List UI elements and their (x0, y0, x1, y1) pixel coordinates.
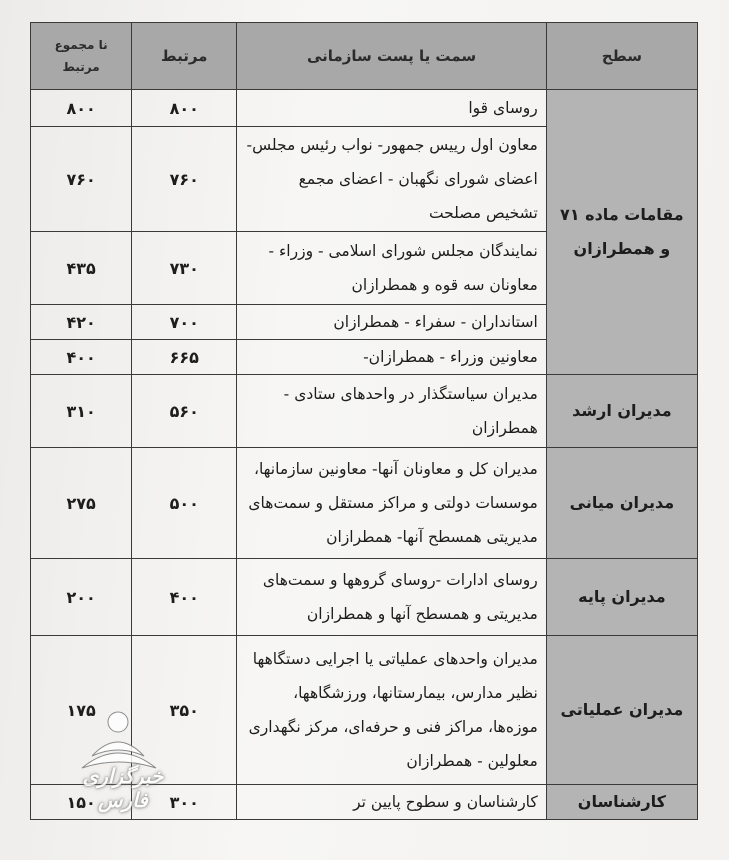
level-article71: مقامات ماده ۷۱ و همطرازان (546, 90, 697, 375)
experience-cell: ۷۶۰ (31, 127, 132, 232)
experience-cell: ۳۱۰ (31, 375, 132, 448)
post-cell: مدیران سیاستگذار در واحدهای ستادی - همطرازان (237, 375, 546, 448)
header-row (31, 23, 698, 90)
coefficient-cell: ۷۶۰ (132, 127, 237, 232)
post-cell: کارشناسان و سطوح پایین تر (237, 785, 546, 820)
table-row (31, 448, 698, 559)
coefficient-cell: ۷۰۰ (132, 305, 237, 340)
rank-table (30, 22, 698, 820)
experience-cell: ۲۷۵ (31, 448, 132, 559)
post-cell: مدیران واحدهای عملیاتی یا اجرایی دستگاهها نظیر مدارس، بیمارستانها، ورزشگاهها، موزه‌ها، مراکز فنی و حرفه‌ای، مرکز نگهداری معلولین - همطرازان (237, 636, 546, 785)
experience-cell: ۴۳۵ (31, 232, 132, 305)
level-base: مدیران پایه (546, 559, 697, 636)
post-cell: استانداران - سفراء - همطرازان (237, 305, 546, 340)
coefficient-cell: ۵۰۰ (132, 448, 237, 559)
header-post: سمت یا پست سازمانی (237, 23, 546, 90)
level-senior: مدیران ارشد (546, 375, 697, 448)
coefficient-cell: ۷۳۰ (132, 232, 237, 305)
experience-cell: ۴۰۰ (31, 340, 132, 375)
coefficient-cell: ۴۰۰ (132, 559, 237, 636)
post-cell: روسای ادارات -روسای گروهها و سمت‌های مدیریتی و همسطح آنها و همطرازان (237, 559, 546, 636)
post-cell: نمایندگان مجلس شورای اسلامی - وزراء - معاونان سه قوه و همطرازان (237, 232, 546, 305)
experience-cell: ۸۰۰ (31, 90, 132, 127)
coefficient-cell: ۵۶۰ (132, 375, 237, 448)
post-cell: معاونین وزراء - همطرازان- (237, 340, 546, 375)
level-operational: مدیران عملیاتی (546, 636, 697, 785)
post-cell: روسای قوا (237, 90, 546, 127)
level-experts: کارشناسان (546, 785, 697, 820)
watermark-text: خبرگزاری فارس (82, 764, 164, 812)
coefficient-cell: ۳۰۰ (132, 785, 237, 820)
header-experience: نا مجموع مرتبط (31, 23, 132, 90)
header-level: سطح (546, 23, 697, 90)
experience-cell: ۱۵۰ (31, 785, 132, 820)
level-middle: مدیران میانی (546, 448, 697, 559)
table-row (31, 375, 698, 448)
post-cell: مدیران کل و معاونان آنها- معاونین سازمانها، موسسات دولتی و مراکز مستقل و سمت‌های مدیریتی همسطح آنها- همطرازان (237, 448, 546, 559)
post-cell: معاون اول رییس جمهور- نواب رئیس مجلس- اعضای شورای نگهبان - اعضای مجمع تشخیص مصلحت (237, 127, 546, 232)
coefficient-cell: ۶۶۵ (132, 340, 237, 375)
experience-cell: ۲۰۰ (31, 559, 132, 636)
experience-cell: ۴۲۰ (31, 305, 132, 340)
experience-cell: ۱۷۵ (31, 636, 132, 785)
table-row (31, 559, 698, 636)
header-coefficient: مرتبط (132, 23, 237, 90)
table-row (31, 90, 698, 127)
fars-news-watermark (52, 708, 182, 812)
coefficient-cell: ۸۰۰ (132, 90, 237, 127)
coefficient-cell: ۳۵۰ (132, 636, 237, 785)
